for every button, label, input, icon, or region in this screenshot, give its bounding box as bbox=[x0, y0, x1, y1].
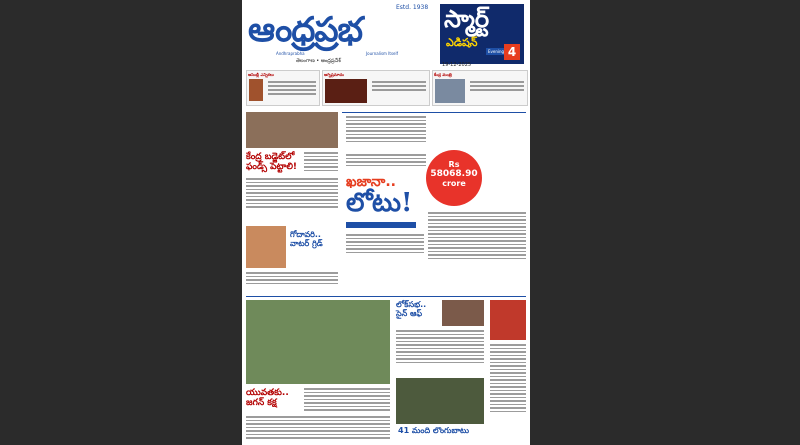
teaser-title: అసెంబ్లీ ఎన్నికలు bbox=[248, 72, 274, 77]
article-text bbox=[304, 152, 338, 173]
caption-bar bbox=[346, 222, 416, 228]
edition-tag: Evening bbox=[488, 49, 505, 54]
smart-subtitle: ఎడిషన్ bbox=[446, 36, 478, 49]
teaser-1[interactable] bbox=[246, 70, 320, 106]
logo: ఆంధ్రప్రభ bbox=[248, 10, 363, 50]
headline-khajana-small[interactable]: ఖజానా.. bbox=[346, 174, 396, 190]
headline-center-funds[interactable]: కేంద్ర బడ్జెట్‌లో ఫండ్స్ పెట్టాలి! bbox=[246, 152, 298, 172]
teaser-2[interactable] bbox=[322, 70, 430, 106]
parliament-photo bbox=[442, 300, 484, 326]
headline-forty-one[interactable]: 41 మంది లొంగుబాటు bbox=[398, 426, 469, 435]
article-text bbox=[304, 388, 390, 413]
article-text bbox=[396, 330, 484, 365]
headline-khajana-big[interactable]: లోటు! bbox=[346, 188, 413, 218]
article-text bbox=[246, 272, 338, 286]
smart-title: స్మార్ట్ bbox=[444, 4, 490, 33]
page-count: 4 bbox=[504, 44, 520, 60]
portrait-photo bbox=[246, 226, 286, 268]
surrender-photo bbox=[396, 378, 484, 424]
masthead-sub-right: Journalism Itself bbox=[366, 51, 399, 56]
deficit-amount-badge: Rs 58068.90 crore bbox=[426, 150, 482, 206]
newspaper-page bbox=[242, 0, 530, 445]
article-text bbox=[346, 116, 426, 144]
article-text bbox=[490, 344, 526, 414]
teaser-photo bbox=[249, 79, 263, 101]
masthead-sub-left: Andhraprabha bbox=[276, 51, 305, 56]
teaser-title: అగ్నిప్రమాదం bbox=[324, 72, 345, 77]
headline-yuvatha[interactable]: యువతకు.. జగన్ కక్ష bbox=[246, 388, 289, 408]
teaser-photo bbox=[435, 79, 465, 103]
established-label: Estd. 1938 bbox=[396, 4, 429, 11]
teaser-3[interactable] bbox=[432, 70, 528, 106]
article-text bbox=[346, 154, 426, 168]
article-text bbox=[346, 234, 424, 255]
headline-godavari[interactable]: గోదావరి.. వాటర్ గ్రిడ్ bbox=[290, 230, 323, 248]
meeting-photo bbox=[246, 112, 338, 148]
masthead bbox=[246, 2, 526, 68]
article-text bbox=[246, 416, 390, 441]
article-text bbox=[246, 178, 338, 210]
teaser-title: కేంద్ర మంత్రి bbox=[434, 72, 452, 77]
article-text bbox=[428, 212, 526, 261]
date: 19-12-2025 bbox=[442, 62, 472, 68]
teaser-photo bbox=[325, 79, 367, 103]
headline-loksabha[interactable]: లోక్‌సభ.. సైన్ ఆఫ్ bbox=[396, 300, 427, 318]
sidebar-portrait bbox=[490, 300, 526, 340]
crowd-photo bbox=[246, 300, 390, 384]
states-strip: తెలంగాణ • ఆంధ్రప్రదేశ్ bbox=[296, 58, 341, 64]
smart-edition-box bbox=[440, 4, 524, 64]
